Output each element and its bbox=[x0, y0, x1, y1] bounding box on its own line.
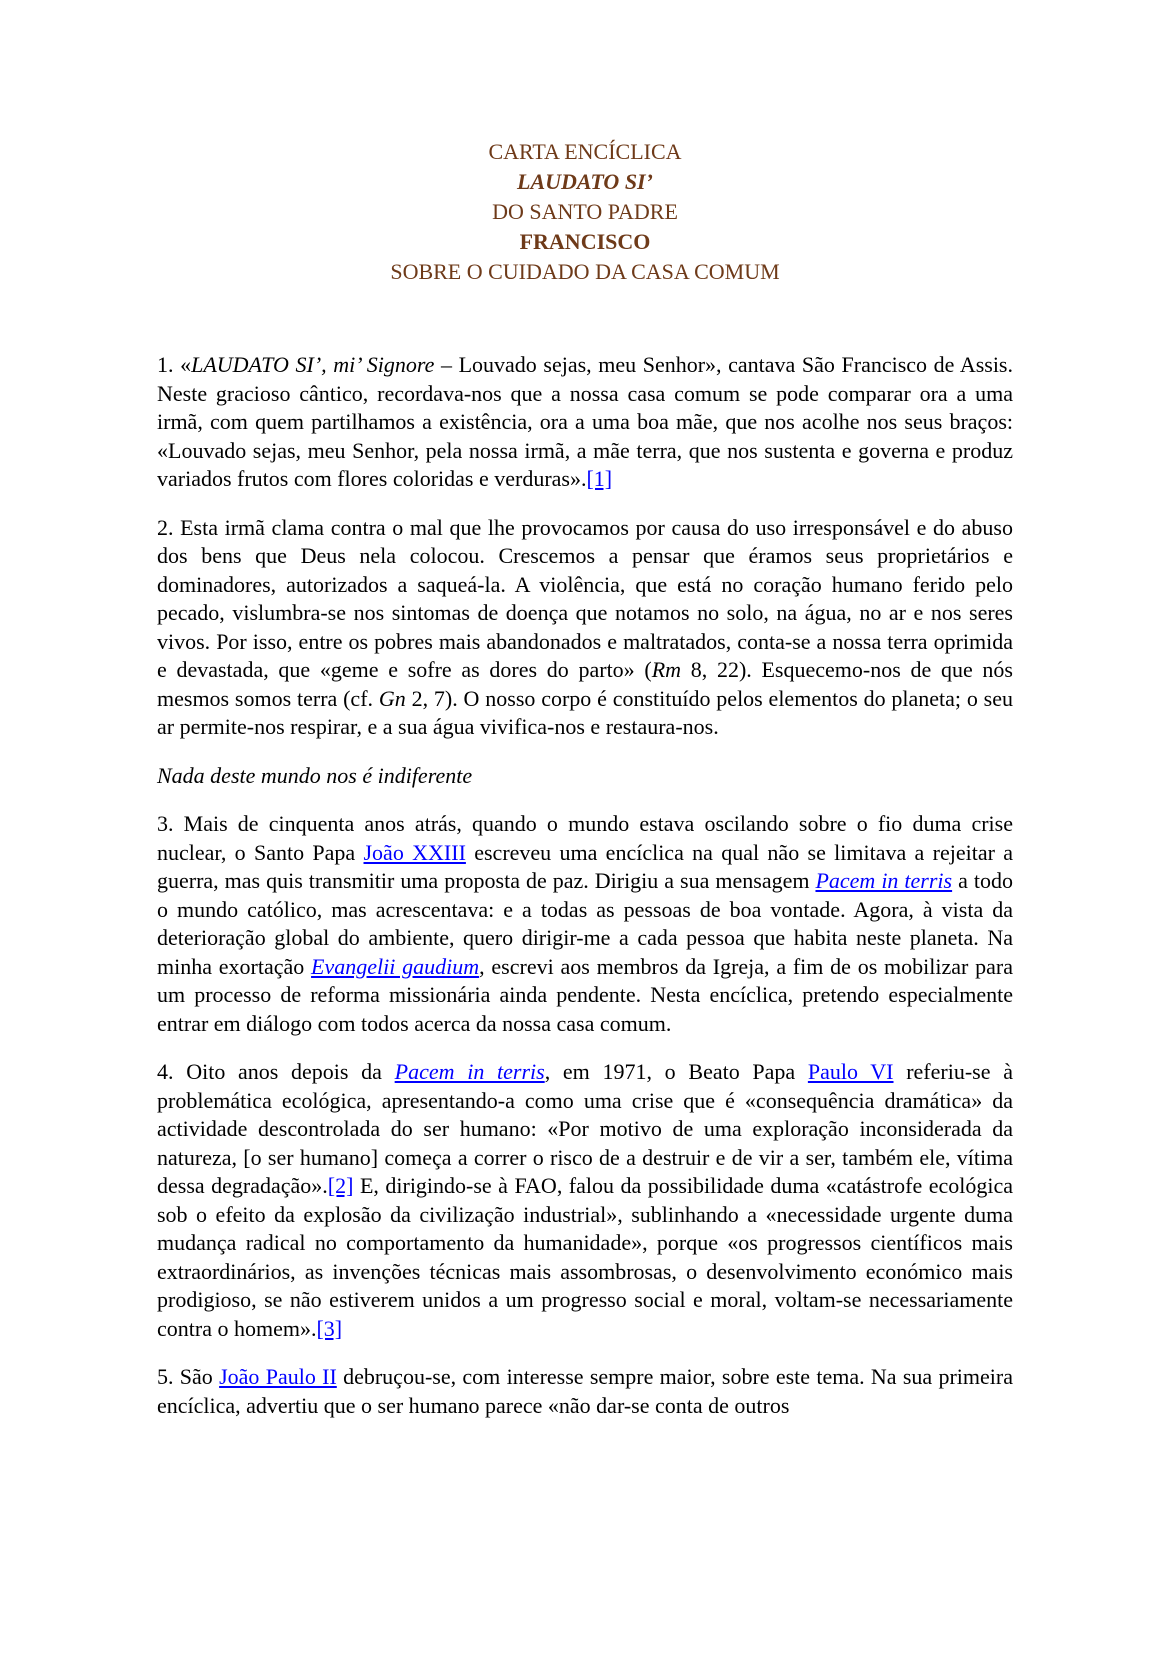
paulo-vi-link[interactable]: Paulo VI bbox=[807, 1059, 894, 1084]
text-run: debruçou-se, com interesse sempre maior, sobre este tema. Na sua primeira encíclica, advertiu que o ser humano parece «não dar-se conta de outros bbox=[157, 1364, 1013, 1418]
text-run: E, dirigindo-se à FAO, falou da possibilidade duma «catástrofe ecológica sob o efeito da explosão da civilização industrial», sublinhando a «necessidade urgente duma mudança radical no comportamento da humanidade», porque «os progressos científicos mais extraordinários, as invenções técnicas mais assombrosas, o desenvolvimento económico mais prodigioso, se não estiverem unidos a um progresso social e moral, voltam-se necessariamente contra o homem». bbox=[157, 1173, 1013, 1341]
text-run: Rm bbox=[651, 657, 682, 682]
footnote-2-link[interactable]: [2] bbox=[327, 1173, 354, 1198]
pacem-in-terris-link[interactable]: Pacem in terris bbox=[815, 868, 953, 893]
title-line-subject: SOBRE O CUIDADO DA CASA COMUM bbox=[390, 259, 780, 284]
paragraph-3 bbox=[157, 810, 1013, 1038]
text-run: 3. Mais de cinquenta anos atrás, quando o mundo estava oscilando sobre o fio duma crise nuclear, o Santo Papa bbox=[157, 811, 1013, 865]
text-run: 5. São bbox=[157, 1364, 220, 1389]
footnote-3-link[interactable]: [3] bbox=[316, 1315, 343, 1341]
text-run: – Louvado sejas, meu Senhor», cantava São Francisco de Assis. Neste gracioso cântico, recordava-nos que a nossa casa comum se pode comparar ora a uma irmã, com quem partilhamos a existência, ora a uma boa mãe, que nos acolhe nos seus braços: «Louvado sejas, meu Senhor, pela nossa irmã, a mãe terra, que nos sustenta e governa e produz variados frutos com flores coloridas e verduras». bbox=[157, 352, 1013, 491]
text-run: 2. Esta irmã clama contra o mal que lhe provocamos por causa do uso irresponsável e do abuso dos bens que Deus nela colocou. Crescemos a pensar que éramos seus proprietários e dominadores, autorizados a saqueá-la. A violência, que está no coração humano ferido pelo pecado, vislumbra-se nos sintomas de doença que notamos no solo, na água, no ar e nos seres vivos. Por isso, entre os pobres mais abandonados e maltratados, conta-se a nossa terra oprimida e devastada, que «geme e sofre as dores do parto» ( bbox=[157, 514, 1013, 682]
title-line-carta-enciclica: CARTA ENCÍCLICA bbox=[488, 139, 682, 164]
text-run: 8, 22). Esquecemo-nos de que nós mesmos somos terra (cf. bbox=[157, 657, 1013, 711]
pacem-in-terris-link-2[interactable]: Pacem in terris bbox=[394, 1059, 545, 1084]
text-run: LAUDATO SI’, mi’ Signore bbox=[191, 352, 435, 377]
title-line-laudato-si: LAUDATO SI’ bbox=[517, 169, 653, 194]
text-run: 1. « bbox=[157, 352, 192, 377]
joao-paulo-ii-link[interactable]: João Paulo II bbox=[219, 1364, 337, 1389]
title-line-francisco: FRANCISCO bbox=[519, 229, 651, 254]
text-run: , em 1971, o Beato Papa bbox=[544, 1059, 808, 1084]
section-heading: Nada deste mundo nos é indiferente bbox=[157, 762, 473, 788]
paragraph-5 bbox=[157, 1363, 1013, 1420]
paragraph-1 bbox=[157, 351, 1013, 494]
document-body bbox=[157, 351, 1013, 1420]
title-block bbox=[157, 137, 1013, 287]
text-run: escreveu uma encíclica na qual não se limitava a rejeitar a guerra, mas quis transmitir uma proposta de paz. Dirigiu a sua mensagem bbox=[157, 839, 1013, 893]
footnote-1-link[interactable]: [1] bbox=[586, 466, 613, 491]
text-run: Gn bbox=[378, 685, 406, 711]
evangelii-gaudium-link[interactable]: Evangelii gaudium bbox=[311, 953, 480, 979]
text-run: referiu-se à problemática ecológica, apresentando-a como uma crise que é «consequência dramática» da actividade descontrolada do ser humano: «Por motivo de uma exploração inconsiderada da natureza, [o ser humano] começa a correr o risco de a destruir e de vir a ser, também ele, vítima dessa degradação». bbox=[157, 1059, 1013, 1198]
paragraph-4 bbox=[157, 1058, 1013, 1343]
text-run: 4. Oito anos depois da bbox=[157, 1059, 395, 1084]
joao-xxiii-link[interactable]: João XXIII bbox=[363, 839, 466, 865]
paragraph-2 bbox=[157, 514, 1013, 742]
text-run: , escrevi aos membros da Igreja, a fim de os mobilizar para um processo de reforma missionária ainda pendente. Nesta encíclica, pretendo especialmente entrar em diálogo com todos acerca da nossa casa comum. bbox=[157, 953, 1013, 1036]
title-line-do-santo-padre: DO SANTO PADRE bbox=[492, 199, 678, 224]
text-run: 2, 7). O nosso corpo é constituído pelos elementos do planeta; o seu ar permite-nos respirar, e a sua água vivifica-nos e restaura-nos. bbox=[157, 685, 1013, 739]
text-run: a todo o mundo católico, mas acrescentava: e a todas as pessoas de boa vontade. Agora, à vista da deterioração global do ambiente, quero dirigir-me a cada pessoa que habita neste planeta. Na minha exortação bbox=[157, 868, 1013, 979]
